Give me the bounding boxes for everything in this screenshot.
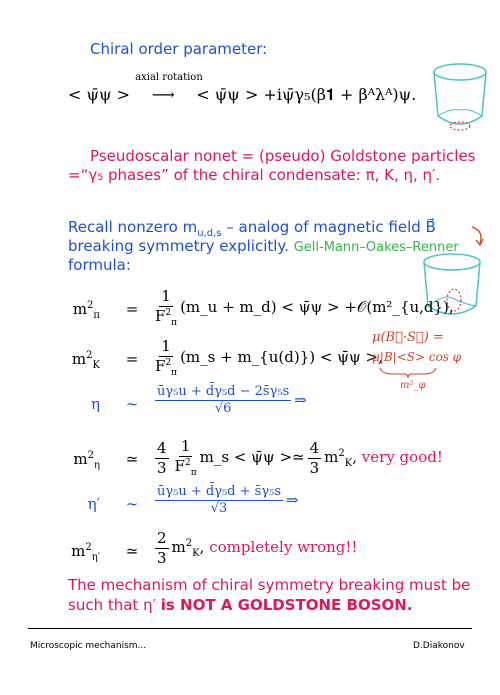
eq-eta-prime: η′ ∼ $\frac{\text{ūγ₅u + d̄γ₅d + s̄γ₅s}}{√3}$ ⇒ xyxy=(87,484,299,517)
recall-line1: Recall nonzero $m_{u,d,s}$ – analog of magnetic field B⃗ xyxy=(68,218,436,239)
footer-left: Microscopic mechanism... xyxy=(30,641,147,651)
eq-m-eta: $m^2_\eta$ ≃ $\frac{4}{3}$ $\frac{1}{F^2_\pi}$ m_s < ψ̄ψ >≃ $\frac{4}{3}$ $m^2_K$, very good! xyxy=(73,437,443,478)
recall-line2: breaking symmetry explicitly. Gell-Mann–Oakes–Renner xyxy=(68,237,459,255)
eq-m-K: $m^2_K$ = $\frac{1}{F^2_\pi}$ (m_s + m_{u(d)}) < ψ̄ψ >, xyxy=(71,337,383,378)
eq-m-pi: $m^2_\pi$ = $\frac{1}{F^2_\pi}$ (m_u + m_d) < ψ̄ψ > +𝒪(m²_{u,d}), xyxy=(72,287,454,328)
long-arrow-icon: ⟶ xyxy=(151,85,175,104)
equation-axial-rotation xyxy=(68,72,417,105)
conclusion-line1: The mechanism of chiral symmetry breaking must be xyxy=(68,576,471,594)
footer-divider xyxy=(28,628,472,629)
handwritten-note-under: m²_φ xyxy=(400,380,426,391)
eq-rotation-rhs: < ψ̄ψ > +iψ̄γ₅(β𝟏 + βᴬλᴬ)ψ. xyxy=(196,85,417,104)
recall-line3: formula: xyxy=(68,256,131,274)
conclusion-line2: such that η′ is NOT A GOLDSTONE BOSON. xyxy=(68,596,413,614)
potential-cup-icon xyxy=(430,58,490,138)
curved-arrow-icon xyxy=(470,225,486,247)
handwritten-note-top: μ(B⃗·S⃗) = xyxy=(372,330,444,345)
heading-chiral-order: Chiral order parameter: xyxy=(90,40,268,58)
arrow-label: axial rotation xyxy=(135,72,203,83)
eq-m-eta-prime: $m^2_{\eta'}$ ≃ $\frac{2}{3}$ $m^2_K$, completely wrong!! xyxy=(71,529,358,567)
footer-right: D.Diakonov xyxy=(413,641,465,651)
eq-eta: η ∼ $\frac{\text{ūγ₅u + d̄γ₅d − 2s̄γ₅s}}{√6}$ ⇒ xyxy=(91,384,307,417)
pseudoscalar-line1: Pseudoscalar nonet = (pseudo) Goldstone particles xyxy=(90,147,476,165)
handwritten-note-bottom: μ|B|<S> cos φ xyxy=(372,350,462,364)
underbrace-icon xyxy=(378,366,438,380)
eq-rotation-lhs: < ψ̄ψ > xyxy=(68,85,131,104)
pseudoscalar-line2: =“γ₅ phases” of the chiral condensate: π, K, η, η′. xyxy=(68,166,441,184)
